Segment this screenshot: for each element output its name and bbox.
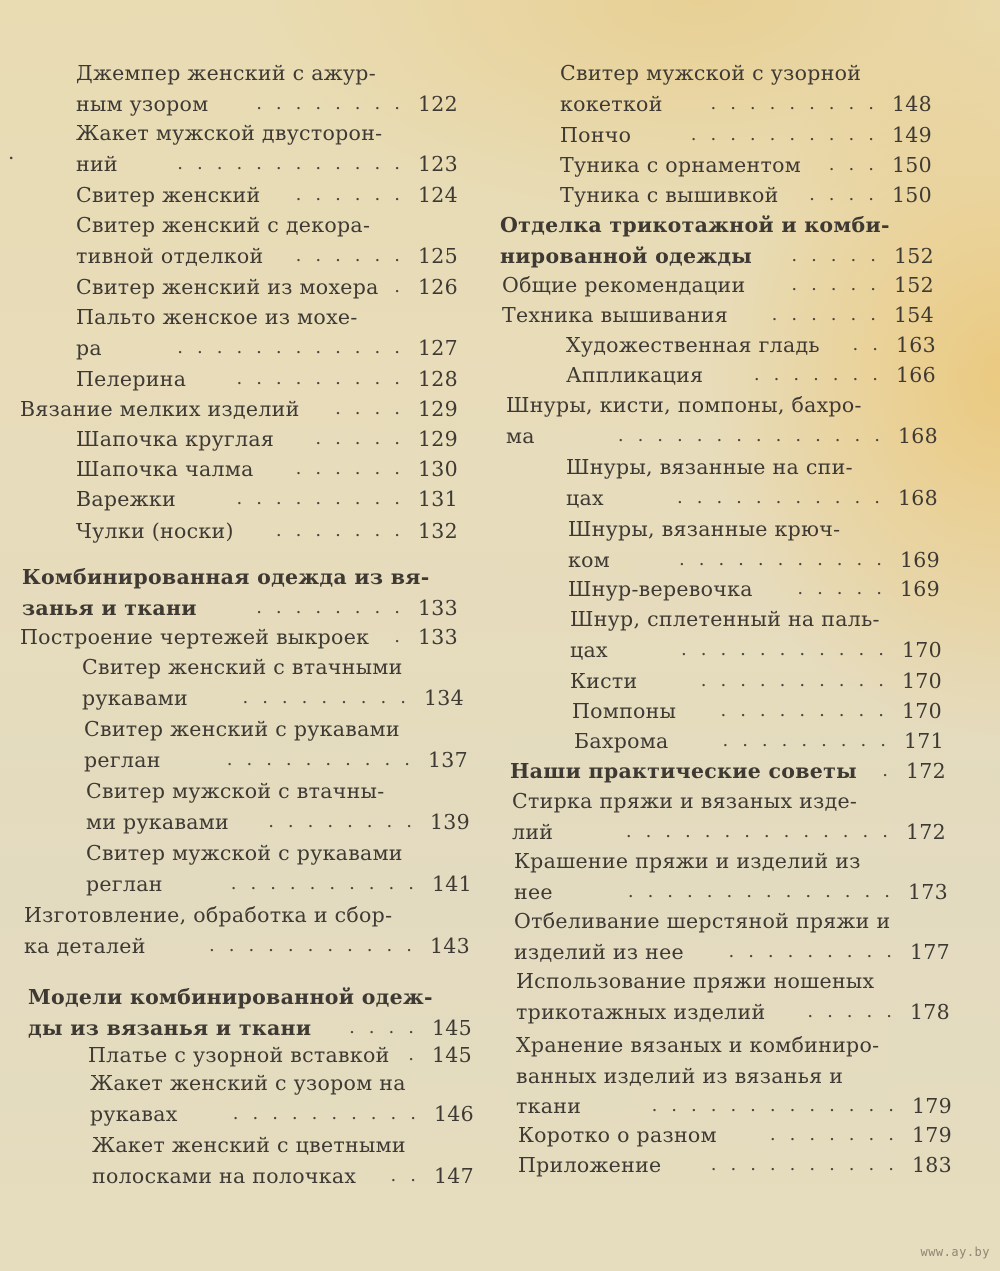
toc-page-number: 169 (899, 547, 940, 572)
toc-page-number: 125 (417, 243, 458, 268)
dot-leader: .............. (627, 880, 904, 902)
toc-entry-title: Туника с вышивкой (560, 183, 779, 207)
toc-entry-line (566, 360, 936, 390)
toc-page-number: 123 (417, 151, 458, 176)
dot-leader: .......... (690, 124, 888, 145)
toc-entry-title: Бахрома (574, 729, 669, 753)
dot-leader: .... (809, 184, 888, 205)
toc-entry-title: Шнур-веревочка (568, 577, 753, 601)
toc-entry-title: реглан (86, 871, 163, 896)
toc-entry-title: Общие рекомендации (502, 273, 746, 297)
toc-entry-line (574, 726, 944, 756)
toc-entry-line (516, 1061, 952, 1091)
toc-entry-title: кокеткой (560, 91, 663, 116)
toc-entry-line (506, 421, 938, 451)
toc-entry-title: Пальто женское из мохе- (76, 305, 358, 329)
toc-page-number: 179 (911, 1094, 952, 1119)
toc-entry-line (514, 877, 948, 907)
dot-leader: ....... (769, 1124, 908, 1145)
toc-page-number: 168 (897, 423, 938, 448)
toc-entry-line (20, 394, 458, 424)
toc-page-number: 139 (429, 809, 470, 834)
toc-entry-line (570, 666, 942, 696)
toc-entry-line (90, 1068, 474, 1098)
dot-leader: ......... (728, 940, 906, 962)
toc-entry-line (514, 846, 948, 876)
toc-entry-line (76, 149, 458, 179)
toc-page-number: 154 (893, 303, 934, 327)
toc-page-number: 145 (431, 1043, 472, 1067)
toc-page-number: 177 (909, 939, 950, 964)
toc-entry-line (566, 452, 938, 482)
dot-leader: . (882, 760, 902, 781)
toc-entry-line (24, 900, 470, 930)
toc-page-number: 134 (423, 685, 464, 710)
toc-entry-title: Туника с орнаментом (560, 153, 802, 177)
toc-entry-title: изделий из нее (514, 939, 684, 964)
toc-entry-title: полосками на полочках (92, 1163, 357, 1188)
toc-page-number: 172 (905, 759, 946, 783)
toc-entry-title: Свитер мужской с узорной (560, 61, 862, 85)
toc-page-number: 171 (903, 729, 944, 753)
dot-leader: .. (852, 334, 892, 355)
toc-entry-title: Приложение (518, 1153, 662, 1177)
toc-entry-line (76, 58, 458, 88)
toc-entry-line (86, 869, 472, 899)
toc-entry-line (76, 118, 458, 148)
dot-leader: .... (335, 398, 414, 419)
toc-entry-line (568, 514, 940, 544)
dot-leader: ..... (791, 244, 890, 266)
toc-section-title: Наши практические советы (510, 759, 857, 783)
dot-leader: .... (349, 1016, 428, 1038)
toc-entry-title: Изготовление, обработка и сбор- (24, 903, 393, 927)
dot-leader: ...... (295, 458, 414, 479)
toc-entry-title: Вязание мелких изделий (20, 397, 300, 421)
toc-entry-line (560, 180, 932, 210)
toc-section-title: ды из вязанья и ткани (28, 1015, 312, 1040)
toc-entry-title: ным узором (76, 91, 209, 116)
toc-entry-line (76, 454, 458, 484)
toc-page-number: 124 (417, 183, 458, 207)
dot-leader: ..... (315, 428, 414, 449)
dot-leader: ......... (236, 368, 414, 389)
dot-leader: . (394, 276, 414, 297)
toc-entry-line (518, 1150, 952, 1180)
dot-leader: ........... (681, 638, 898, 660)
toc-entry-title: Коротко о разном (518, 1123, 717, 1147)
toc-page-number: 145 (431, 1015, 472, 1040)
toc-entry-title: Шапочка чалма (76, 457, 254, 481)
toc-entry-line (86, 776, 470, 806)
toc-entry-title: Хранение вязаных и комбиниро- (516, 1033, 880, 1057)
toc-entry-line (92, 1130, 474, 1160)
dot-leader: .......... (226, 748, 424, 770)
toc-entry-line (22, 593, 458, 623)
toc-entry-line (76, 180, 458, 210)
toc-page-number: 166 (895, 363, 936, 387)
toc-entry-line (28, 1013, 472, 1043)
toc-entry-line (76, 364, 458, 394)
toc-entry-title: Джемпер женский с ажур- (76, 61, 376, 85)
toc-entry-line (560, 89, 932, 119)
toc-entry-line (88, 1040, 472, 1070)
dot-leader: .. (390, 1164, 430, 1186)
toc-entry-title: ванных изделий из вязанья и (516, 1063, 844, 1088)
toc-entry-title: ком (568, 547, 611, 572)
toc-entry-line (512, 786, 946, 816)
toc-entry-title: Шнуры, вязанные на спи- (566, 455, 853, 479)
toc-page-number: 178 (909, 999, 950, 1024)
toc-page-number: 170 (901, 699, 942, 723)
dot-leader: ........ (268, 810, 426, 832)
toc-page-number: 163 (895, 333, 936, 357)
toc-page-number: 150 (891, 183, 932, 207)
toc-entry-title: Свитер мужской с рукавами (86, 841, 403, 865)
toc-page-number: 131 (417, 487, 458, 511)
toc-entry-line (560, 58, 932, 88)
toc-entry-title: ткани (516, 1094, 582, 1119)
dot-leader: .......... (700, 670, 898, 691)
toc-entry-line (510, 756, 946, 786)
toc-section-title: Отделка трикотажной и комби- (500, 213, 890, 237)
toc-page-number: 169 (899, 577, 940, 601)
dot-leader: ...... (295, 244, 414, 266)
dot-leader: ......... (722, 730, 900, 751)
toc-entry-title: Платье с узорной вставкой (88, 1043, 390, 1067)
toc-page-number: 150 (891, 153, 932, 177)
toc-entry-line (92, 1161, 474, 1191)
toc-entry-title: Свитер женский с декора- (76, 213, 371, 237)
toc-entry-line (514, 937, 950, 967)
toc-entry-line (518, 1120, 952, 1150)
toc-entry-line (560, 120, 932, 150)
toc-entry-line (568, 545, 940, 575)
toc-entry-line (86, 807, 470, 837)
toc-entry-title: Свитер женский (76, 183, 261, 207)
toc-page-number: 152 (893, 243, 934, 268)
toc-entry-title: ма (506, 423, 535, 448)
dot-leader: ............ (177, 152, 414, 174)
toc-entry-line (76, 424, 458, 454)
toc-entry-line (570, 604, 942, 634)
toc-entry-title: лий (512, 819, 554, 844)
toc-page-number: 152 (893, 273, 934, 297)
toc-entry-line (566, 483, 938, 513)
toc-entry-title: Аппликация (566, 363, 704, 387)
dot-leader: ...... (295, 184, 414, 205)
toc-entry-title: нее (514, 879, 553, 904)
toc-entry-line (28, 982, 472, 1012)
toc-entry-line (86, 838, 472, 868)
toc-entry-title: Пончо (560, 123, 632, 147)
toc-entry-title: Отбеливание шерстяной пряжи и (514, 909, 891, 933)
dot-leader: ......... (242, 686, 420, 708)
toc-page-number: 141 (431, 871, 472, 896)
dot-leader: ............. (651, 1095, 908, 1117)
toc-entry-title: Помпоны (572, 699, 677, 723)
dot-leader: ..... (797, 578, 896, 599)
toc-entry-line (76, 333, 458, 363)
dot-leader: ....... (275, 520, 414, 541)
toc-entry-line (22, 562, 458, 592)
stray-mark: . (8, 140, 15, 164)
toc-page-number: 170 (901, 669, 942, 693)
dot-leader: .......... (230, 872, 428, 894)
toc-entry-title: Стирка пряжи и вязаных изде- (512, 789, 858, 813)
toc-entry-title: Шапочка круглая (76, 427, 275, 451)
toc-entry-title: Кисти (570, 669, 638, 693)
toc-page-number: 149 (891, 123, 932, 147)
toc-page-number: 143 (429, 933, 470, 958)
toc-entry-line (516, 997, 950, 1027)
toc-page-number: 148 (891, 91, 932, 116)
toc-entry-title: ний (76, 151, 118, 176)
toc-page-number: 147 (433, 1163, 474, 1188)
toc-entry-line (572, 696, 942, 726)
toc-page-number: 133 (417, 595, 458, 620)
toc-entry-title: Шнур, сплетенный на паль- (570, 607, 880, 631)
toc-page-number: 130 (417, 457, 458, 481)
toc-entry-line (516, 1091, 952, 1121)
toc-section-title: занья и ткани (22, 595, 197, 620)
toc-entry-title: рукавами (82, 685, 188, 710)
toc-entry-line (76, 89, 458, 119)
dot-leader: .............. (625, 820, 902, 842)
watermark: www.ay.by (920, 1245, 990, 1259)
dot-leader: ..... (791, 274, 890, 295)
toc-page-number: 170 (901, 637, 942, 662)
toc-entry-title: Жакет мужской двусторон- (76, 121, 383, 145)
toc-page-number: 173 (907, 879, 948, 904)
toc-page-number: 127 (417, 335, 458, 360)
toc-entry-title: цах (570, 637, 608, 662)
dot-leader: . (394, 626, 414, 647)
toc-entry-title: Крашение пряжи и изделий из (514, 849, 861, 873)
toc-page-number: 172 (905, 819, 946, 844)
toc-entry-line (90, 1099, 474, 1129)
toc-page-number: 129 (417, 397, 458, 421)
toc-entry-title: Пелерина (76, 367, 187, 391)
dot-leader: .......... (232, 1102, 430, 1124)
dot-leader: ........... (679, 548, 896, 570)
toc-entry-title: Жакет женский с узором на (90, 1071, 406, 1095)
toc-page-number: 132 (417, 519, 458, 543)
dot-leader: ........ (256, 596, 414, 618)
toc-entry-line (20, 622, 458, 652)
toc-entry-title: Варежки (76, 487, 176, 511)
toc-page-number: 128 (417, 367, 458, 391)
dot-leader: ............ (177, 336, 414, 358)
dot-leader: ........... (677, 486, 894, 508)
toc-entry-title: рукавах (90, 1101, 178, 1126)
toc-entry-line (514, 906, 950, 936)
toc-entry-line (76, 241, 458, 271)
toc-entry-title: Свитер мужской с втачны- (86, 779, 385, 803)
toc-entry-line (84, 714, 468, 744)
toc-entry-line (84, 745, 468, 775)
toc-entry-title: цах (566, 485, 604, 510)
toc-entry-line (76, 302, 458, 332)
toc-entry-title: Построение чертежей выкроек (20, 625, 370, 649)
toc-entry-title: Свитер женский с втачными (82, 655, 403, 679)
toc-page-number: 122 (417, 91, 458, 116)
toc-entry-line (76, 484, 458, 514)
toc-entry-line (516, 966, 950, 996)
toc-entry-title: Чулки (носки) (76, 519, 234, 543)
toc-page-number: 168 (897, 485, 938, 510)
dot-leader: ..... (807, 1000, 906, 1022)
dot-leader: . (408, 1044, 428, 1065)
toc-entry-title: Жакет женский с цветными (92, 1133, 406, 1157)
toc-entry-line (502, 270, 934, 300)
dot-leader: ........... (209, 934, 426, 956)
dot-leader: ........ (256, 92, 414, 114)
dot-leader: .......... (710, 1154, 908, 1175)
toc-entry-title: тивной отделкой (76, 243, 264, 268)
toc-page-number: 146 (433, 1101, 474, 1126)
toc-entry-line (500, 241, 934, 271)
toc-section-title: нированной одежды (500, 243, 753, 268)
toc-entry-title: ка деталей (24, 933, 146, 958)
toc-entry-title: Шнуры, вязанные крюч- (568, 517, 841, 541)
toc-entry-title: Свитер женский из мохера (76, 275, 379, 299)
dot-leader: ......... (236, 488, 414, 509)
dot-leader: ...... (771, 304, 890, 325)
toc-entry-line (76, 272, 458, 302)
toc-page-number: 129 (417, 427, 458, 451)
toc-entry-line (566, 330, 936, 360)
toc-entry-title: Использование пряжи ношеных (516, 969, 875, 993)
toc-entry-line (568, 574, 940, 604)
toc-page-number: 183 (911, 1153, 952, 1177)
toc-entry-line (76, 516, 458, 546)
toc-entry-title: Художественная гладь (566, 333, 820, 357)
dot-leader: ... (828, 154, 888, 175)
toc-entry-title: реглан (84, 747, 161, 772)
toc-entry-line (502, 300, 934, 330)
toc-entry-title: Свитер женский с рукавами (84, 717, 400, 741)
toc-entry-title: ми рукавами (86, 809, 230, 834)
toc-page-number: 137 (427, 747, 468, 772)
toc-entry-title: Техника вышивания (502, 303, 728, 327)
toc-entry-line (82, 683, 464, 713)
toc-entry-title: ра (76, 335, 102, 360)
toc-page-number: 126 (417, 275, 458, 299)
toc-entry-line (76, 210, 458, 240)
toc-entry-line (500, 210, 934, 240)
toc-entry-line (24, 931, 470, 961)
toc-section-title: Модели комбинированной одеж- (28, 985, 433, 1009)
toc-entry-title: Шнуры, кисти, помпоны, бахро- (506, 393, 862, 417)
toc-entry-line (560, 150, 932, 180)
toc-entry-line (82, 652, 464, 682)
dot-leader: .............. (617, 424, 894, 446)
toc-entry-line (512, 817, 946, 847)
toc-entry-title: трикотажных изделий (516, 999, 766, 1024)
toc-entry-line (516, 1030, 952, 1060)
toc-entry-line (506, 390, 938, 420)
toc-entry-line (570, 635, 942, 665)
toc-page-number: 179 (911, 1123, 952, 1147)
dot-leader: ....... (753, 364, 892, 385)
toc-page-number: 133 (417, 625, 458, 649)
toc-section-title: Комбинированная одежда из вя- (22, 565, 430, 589)
dot-leader: ......... (720, 700, 898, 721)
dot-leader: ......... (710, 92, 888, 114)
